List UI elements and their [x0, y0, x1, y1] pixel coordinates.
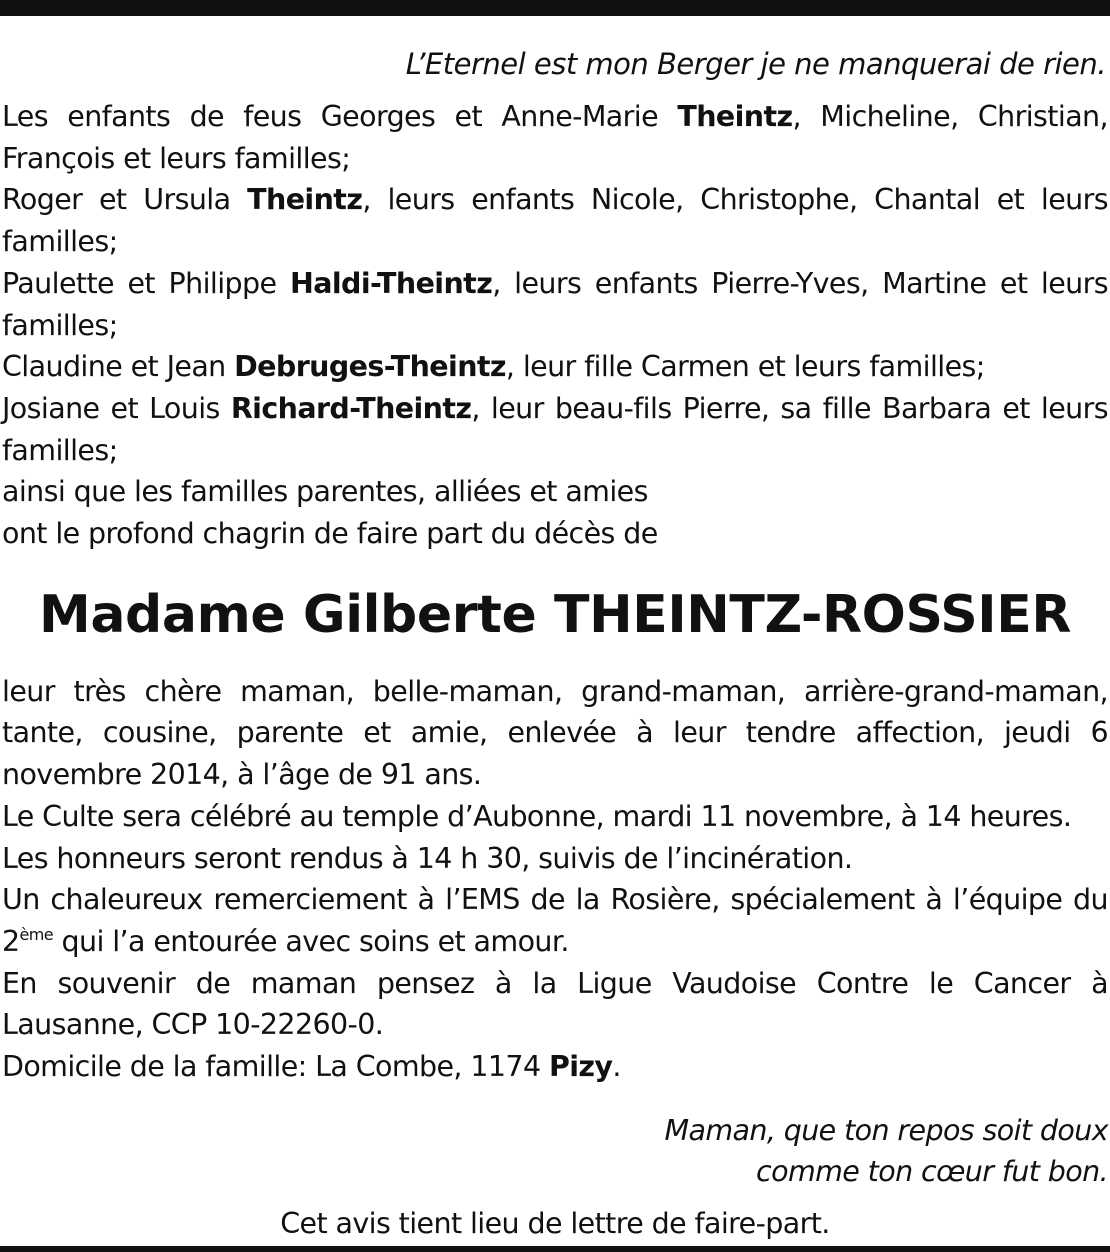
thanks-text: qui l’a entourée avec soins et amour.: [53, 924, 569, 958]
tribute-paragraph: leur très chère maman, belle-maman, grand-maman, arrière-grand-maman, tante, cousine, parente et amie, enlevée à leur tendre affection, jeudi 6 novembre 2014, à l’âge de 91 ans.: [2, 674, 1108, 792]
deceased-name: Madame Gilberte THEINTZ-ROSSIER: [39, 584, 1071, 645]
family-surname: Haldi-Theintz: [289, 266, 493, 300]
family-surname: Theintz: [247, 183, 363, 217]
donation-paragraph: En souvenir de maman pensez à la Ligue Vaudoise Contre le Cancer à Lausanne, CCP 10-22260-0.: [2, 966, 1108, 1042]
intro-line: ont le profond chagrin de faire part du décès de: [2, 517, 658, 551]
address-text: Domicile de la famille: La Combe, 1174: [2, 1050, 549, 1084]
family-line: [2, 346, 1108, 388]
address-paragraph: [2, 1046, 1108, 1088]
family-line-text: , leurs enfants Pierre-Yves, Martine et leurs familles;: [2, 266, 1108, 342]
family-surname: Debruges-Theintz: [234, 350, 506, 384]
family-surname: Theintz: [677, 100, 793, 133]
family-surname: Richard-Theintz: [230, 391, 472, 425]
closing-verse-line: comme ton cœur fut bon.: [756, 1155, 1108, 1189]
opening-verse: L’Eternel est mon Berger je ne manquerai de rien.: [405, 47, 1106, 81]
notice-line: Cet avis tient lieu de lettre de faire-part.: [280, 1207, 830, 1241]
service-paragraph: Le Culte sera célébré au temple d’Aubonne, mardi 11 novembre, à 14 heures.: [2, 799, 1072, 833]
family-line-text: Paulette et Philippe: [2, 266, 290, 300]
thanks-text: Un chaleureux remerciement à l’EMS de la Rosière, spécialement à l’équipe du 2: [2, 883, 1108, 958]
ordinal-suffix: ème: [19, 924, 54, 944]
family-line-text: Josiane et Louis: [2, 391, 231, 425]
honours-paragraph: Les honneurs seront rendus à 14 h 30, suivis de l’incinération.: [2, 841, 853, 875]
address-text: .: [612, 1050, 621, 1084]
family-line-text: , leur fille Carmen et leurs familles;: [505, 350, 985, 384]
family-line: [2, 263, 1108, 346]
bottom-rule: [0, 1246, 1110, 1252]
family-line: [2, 96, 1108, 179]
top-rule: [0, 0, 1110, 16]
family-line: [2, 388, 1108, 471]
address-place: Pizy: [548, 1050, 613, 1084]
closing-verse-line: Maman, que ton repos soit doux: [664, 1113, 1108, 1147]
family-line-text: , leurs enfants Nicole, Christophe, Chantal et leurs familles;: [2, 183, 1108, 259]
family-line-text: Les enfants de feus Georges et Anne-Marie: [2, 100, 678, 133]
closing-verse: [2, 1110, 1108, 1193]
family-list: [2, 96, 1108, 555]
family-line-text: , leur beau-fils Pierre, sa fille Barbara et leurs familles;: [2, 391, 1108, 467]
details-block: [2, 671, 1108, 1088]
family-line-text: Roger et Ursula: [2, 183, 248, 217]
thanks-paragraph: [2, 879, 1108, 962]
family-line-text: , Micheline, Christian, François et leurs familles;: [2, 100, 1108, 175]
family-line: [2, 179, 1108, 262]
intro-line: ainsi que les familles parentes, alliées et amies: [2, 475, 648, 509]
family-line-text: Claudine et Jean: [2, 350, 235, 384]
obituary-notice: [2, 44, 1108, 1245]
